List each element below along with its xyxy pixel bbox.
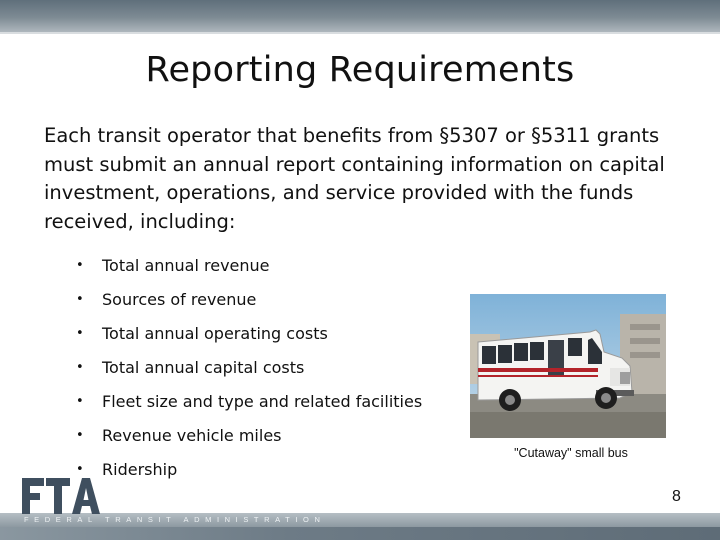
list-item <box>76 248 422 282</box>
bus-photo <box>470 294 666 438</box>
requirements-list <box>76 248 422 486</box>
list-item <box>76 452 422 486</box>
cutaway-bus-image <box>470 294 666 438</box>
bullet-icon: • <box>76 257 84 273</box>
page-number: 8 <box>672 488 681 505</box>
header-band <box>0 0 720 32</box>
list-item <box>76 350 422 384</box>
bullet-icon: • <box>76 325 84 341</box>
header-divider <box>0 32 720 34</box>
list-item-text: Sources of revenue <box>102 289 257 309</box>
slide-title: Reporting Requirements <box>145 50 575 90</box>
list-item <box>76 418 422 452</box>
bullet-icon: • <box>76 359 84 375</box>
bullet-icon: • <box>76 427 84 443</box>
list-item-text: Total annual operating costs <box>102 323 328 343</box>
bullet-icon: • <box>76 461 84 477</box>
list-item-text: Fleet size and type and related facilities <box>102 391 423 411</box>
photo-caption: "Cutaway" small bus <box>514 446 628 460</box>
list-item-text: Ridership <box>102 459 178 479</box>
footer-band <box>0 527 720 540</box>
bullet-icon: • <box>76 393 84 409</box>
list-item-text: Total annual revenue <box>102 255 270 275</box>
agency-name: FEDERAL TRANSIT ADMINISTRATION <box>24 515 326 524</box>
list-item <box>76 316 422 350</box>
bullet-icon: • <box>76 291 84 307</box>
list-item <box>76 282 422 316</box>
list-item-text: Revenue vehicle miles <box>102 425 282 445</box>
fta-logo-icon <box>20 474 100 518</box>
list-item <box>76 384 422 418</box>
intro-paragraph: Each transit operator that benefits from §5307 or §5311 grants must submit an annual report containing information on capital investment, operations, and service provided with the funds received, including: <box>44 124 665 233</box>
list-item-text: Total annual capital costs <box>102 357 305 377</box>
